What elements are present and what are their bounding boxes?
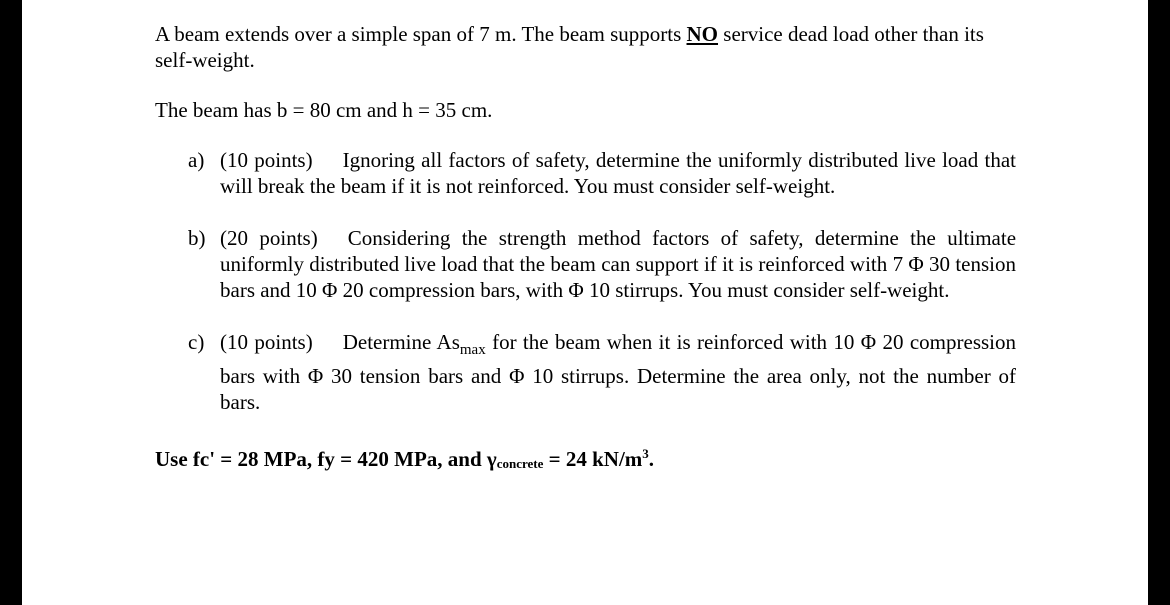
document-page [22,0,1148,605]
problem-statement [155,21,1016,477]
question-b-text: Considering the strength method factors of safety, determine the ultimate uniformly distributed live load that the beam can support if it is reinforced with 7 Φ 30 tension bars and 10 Φ 20 compression bars, with Φ 10 stirrups. You must consider self-weight. [220,226,1017,302]
given-period: . [648,447,655,472]
intro-paragraph [155,21,1016,73]
question-b-marker: b) [188,226,206,250]
intro-text-after: service dead load other than its self-weight. [155,22,984,72]
given-values [155,441,1016,477]
given-suffix: = 24 kN/m [543,447,643,472]
question-c-points: (10 points) [220,330,313,354]
gamma-subscript: concrete [496,456,544,472]
question-c-text-before: Determine As [342,330,460,354]
question-c-marker: c) [188,330,205,354]
unit-exponent: 3 [642,446,649,462]
gamma-symbol: γ [486,447,497,472]
question-c-subscript: max [459,342,486,359]
question-a-points: (10 points) [220,148,313,172]
intro-text-before: A beam extends over a simple span of 7 m. The beam supports [155,22,687,46]
question-a [155,147,1016,199]
question-b [155,225,1016,303]
question-b-points: (20 points) [220,226,318,250]
given-prefix: Use fc' = 28 MPa, fy = 420 MPa, and [155,447,487,472]
question-a-marker: a) [188,148,205,172]
beam-dimensions: The beam has b = 80 cm and h = 35 cm. [155,98,493,122]
question-c [155,329,1016,415]
question-c-text-after: for the beam when it is reinforced with 10 Φ 20 compression bars with Φ 30 tension bars and Φ 10 stirrups. Determine the area only, not the number of bars. [220,330,1016,415]
question-a-text: Ignoring all factors of safety, determine the uniformly distributed live load that will break the beam if it is not reinforced. You must consider self-weight. [220,148,1017,198]
intro-emphasis: NO [686,22,719,46]
